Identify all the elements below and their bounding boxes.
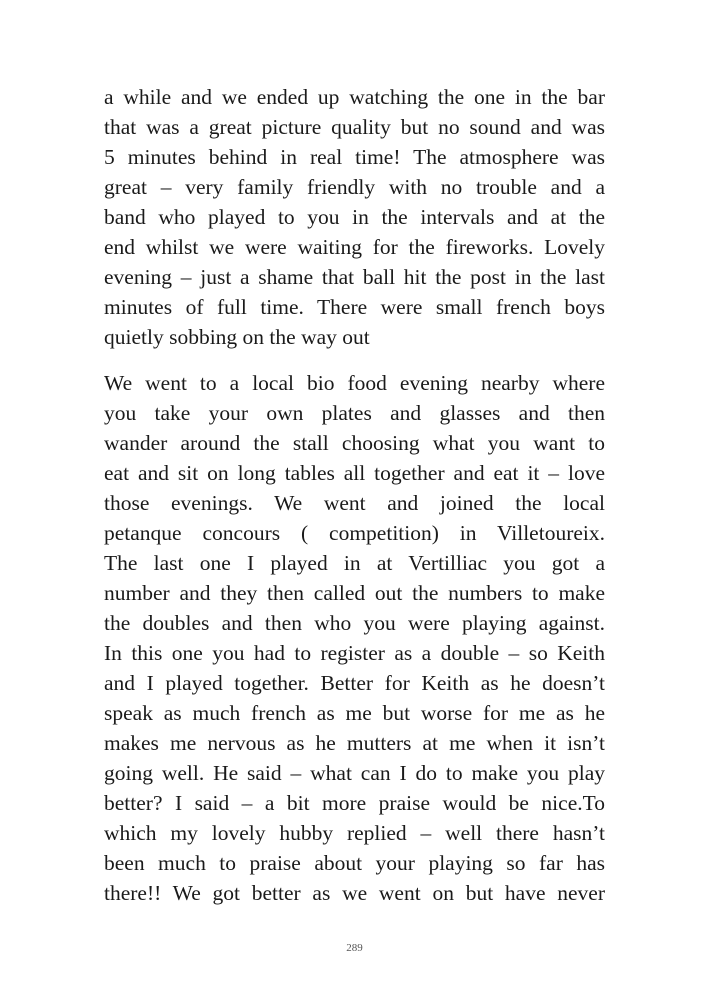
text-line: there!! We got better as we went on but have never — [104, 881, 605, 905]
paragraph-2 — [104, 368, 605, 908]
text-line: speak as much french as me but worse for me as he — [104, 701, 605, 725]
text-line: you take your own plates and glasses and then — [104, 401, 605, 425]
text-line: a while and we ended up watching the one in the bar — [104, 85, 605, 109]
text-line: band who played to you in the intervals and at the — [104, 205, 605, 229]
text-line: number and they then called out the numbers to make — [104, 581, 605, 605]
text-line: eat and sit on long tables all together and eat it – love — [104, 461, 605, 485]
text-line: great – very family friendly with no trouble and a — [104, 175, 605, 199]
text-line: been much to praise about your playing so far has — [104, 851, 605, 875]
text-line: makes me nervous as he mutters at me when it isn’t — [104, 731, 605, 755]
text-line: minutes of full time. There were small french boys — [104, 295, 605, 319]
text-line: which my lovely hubby replied – well there hasn’t — [104, 821, 605, 845]
page-number: 289 — [346, 942, 363, 954]
text-line: 5 minutes behind in real time! The atmosphere was — [104, 145, 605, 169]
text-line: those evenings. We went and joined the local — [104, 491, 605, 515]
text-line: quietly sobbing on the way out — [104, 325, 370, 349]
text-line: We went to a local bio food evening nearby where — [104, 371, 605, 395]
text-line: petanque concours ( competition) in Villetoureix. — [104, 521, 605, 545]
text-line: evening – just a shame that ball hit the post in the last — [104, 265, 605, 289]
text-line: In this one you had to register as a double – so Keith — [104, 641, 605, 665]
text-line: wander around the stall choosing what you want to — [104, 431, 605, 455]
text-line: The last one I played in at Vertilliac you got a — [104, 551, 605, 575]
paragraph-1 — [104, 82, 605, 352]
text-line: going well. He said – what can I do to make you play — [104, 761, 605, 785]
text-line: end whilst we were waiting for the fireworks. Lovely — [104, 235, 605, 259]
text-line: better? I said – a bit more praise would be nice.To — [104, 791, 605, 815]
text-line: and I played together. Better for Keith as he doesn’t — [104, 671, 605, 695]
text-line: that was a great picture quality but no sound and was — [104, 115, 605, 139]
text-line: the doubles and then who you were playing against. — [104, 611, 605, 635]
